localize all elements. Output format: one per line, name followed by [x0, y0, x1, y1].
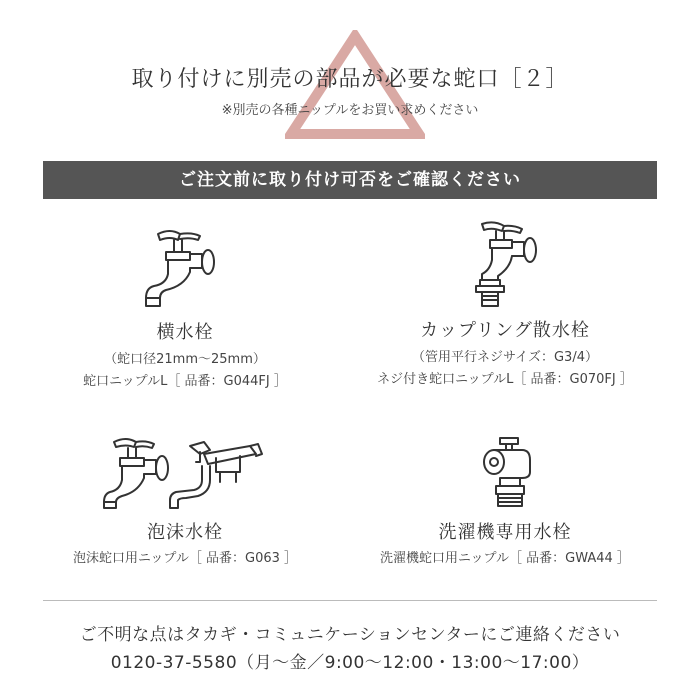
- item-name: 洗濯機専用水栓: [438, 522, 572, 543]
- page-subtitle: ※別売の各種ニップルをお買い求めください: [221, 103, 479, 118]
- item-part: 泡沫蛇口用ニップル［ 品番：G063 ］: [72, 551, 298, 566]
- divider: [43, 600, 657, 601]
- contact-message: ご不明な点はタカギ・コミュニケーションセンターにご連絡ください: [79, 625, 621, 645]
- faucet-item-washing-machine: [355, 432, 655, 566]
- faucet-item-horizontal: [50, 222, 320, 389]
- faucet-item-coupling: [355, 222, 655, 387]
- washing-machine-faucet-icon: [460, 432, 550, 512]
- item-note: （蛇口径21mm〜25mm）: [104, 352, 266, 367]
- item-part: 蛇口ニップルL［ 品番：G044FJ ］: [83, 374, 287, 389]
- faucet-item-aerator: [50, 432, 320, 566]
- item-name: カップリング散水栓: [420, 320, 590, 341]
- item-note: （管用平行ネジサイズ：G3/4）: [412, 350, 598, 365]
- aerator-faucet-icon: [100, 432, 270, 512]
- notice-banner: ご注文前に取り付け可否をご確認ください: [43, 161, 657, 199]
- item-part: ネジ付き蛇口ニップルL［ 品番：G070FJ ］: [377, 372, 633, 387]
- item-name: 泡沫水栓: [147, 522, 223, 543]
- horizontal-faucet-icon: [140, 222, 230, 312]
- contact-phone-hours: 0120-37-5580（月〜金／9:00〜12:00・13:00〜17:00）: [110, 653, 590, 673]
- page-title: 取り付けに別売の部品が必要な蛇口［２］: [131, 67, 569, 92]
- coupling-faucet-icon: [460, 220, 550, 310]
- item-name: 横水栓: [156, 322, 214, 343]
- item-part: 洗濯機蛇口用ニップル［ 品番：GWA44 ］: [380, 551, 630, 566]
